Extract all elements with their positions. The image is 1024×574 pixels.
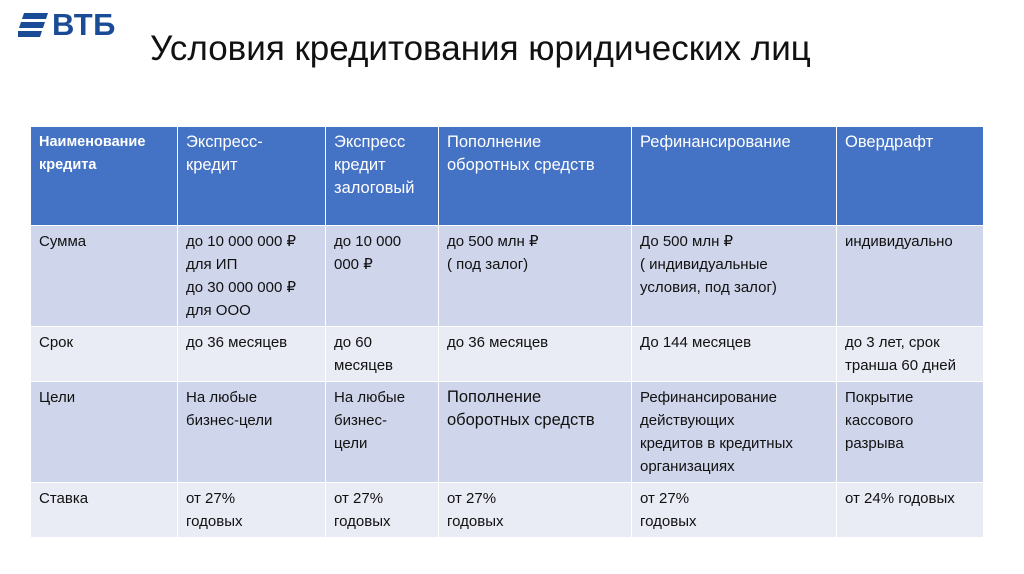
table-cell: до 60 месяцев xyxy=(326,327,439,382)
table-row-purpose xyxy=(31,382,984,483)
table-cell: Рефинансирование действующих кредитов в кредитных организациях xyxy=(632,382,837,483)
table-cell: Пополнение оборотных средств xyxy=(439,382,632,483)
header-cell-overdraft: Овердрафт xyxy=(837,127,984,226)
credit-conditions-table xyxy=(30,126,984,538)
table-row-rate xyxy=(31,483,984,538)
table-cell: На любые бизнес-цели xyxy=(178,382,326,483)
vtb-logo-stripes-icon xyxy=(18,12,48,38)
table-cell: до 10 000 000 ₽ xyxy=(326,226,439,327)
header-cell-refinancing: Рефинансирование xyxy=(632,127,837,226)
table-cell: до 10 000 000 ₽ для ИП до 30 000 000 ₽ для ООО xyxy=(178,226,326,327)
vtb-logo xyxy=(18,9,116,40)
table-cell: от 27% годовых xyxy=(326,483,439,538)
table-cell: До 144 месяцев xyxy=(632,327,837,382)
row-label-rate: Ставка xyxy=(31,483,178,538)
table-cell: до 3 лет, срок транша 60 дней xyxy=(837,327,984,382)
header-cell-working-capital: Пополнение оборотных средств xyxy=(439,127,632,226)
table-cell: от 27% годовых xyxy=(178,483,326,538)
table-cell: от 24% годовых xyxy=(837,483,984,538)
row-label-amount: Сумма xyxy=(31,226,178,327)
page-title: Условия кредитования юридических лиц xyxy=(150,29,811,68)
header-cell-name: Наименование кредита xyxy=(31,127,178,226)
table-cell: до 500 млн ₽ ( под залог) xyxy=(439,226,632,327)
header-cell-express: Экспресс- кредит xyxy=(178,127,326,226)
vtb-logo-text: ВТБ xyxy=(52,7,116,42)
table-cell: от 27% годовых xyxy=(632,483,837,538)
table-cell: до 36 месяцев xyxy=(439,327,632,382)
table-cell: До 500 млн ₽ ( индивидуальные условия, под залог) xyxy=(632,226,837,327)
row-label-term: Срок xyxy=(31,327,178,382)
table-row-term xyxy=(31,327,984,382)
table-cell: до 36 месяцев xyxy=(178,327,326,382)
table-cell: Покрытие кассового разрыва xyxy=(837,382,984,483)
table-header-row xyxy=(31,127,984,226)
table-row-amount xyxy=(31,226,984,327)
table-cell: от 27% годовых xyxy=(439,483,632,538)
row-label-purpose: Цели xyxy=(31,382,178,483)
header-cell-express-secured: Экспресс кредит залоговый xyxy=(326,127,439,226)
table-cell: На любые бизнес- цели xyxy=(326,382,439,483)
table-cell: индивидуально xyxy=(837,226,984,327)
